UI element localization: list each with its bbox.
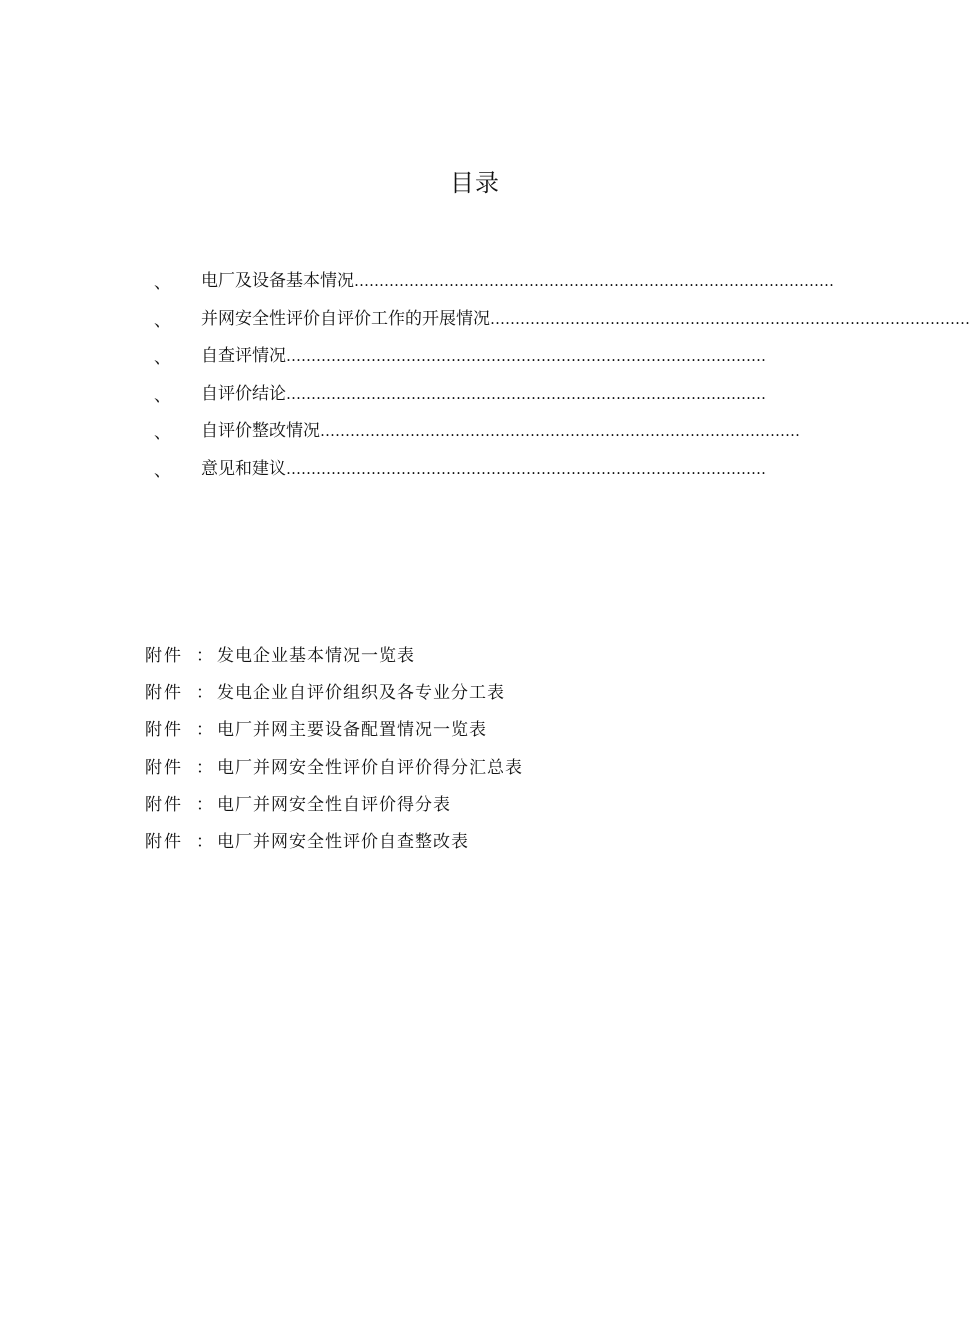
attachment-colon: ： [196, 720, 213, 741]
toc-entry [201, 343, 766, 369]
attachment-item-6 [0, 829, 950, 866]
toc-bullet: 、 [154, 385, 171, 406]
toc-leader: …………………………………………………………………………………… [286, 384, 766, 403]
toc-entry [201, 268, 834, 294]
toc-entry [201, 306, 970, 332]
toc-bullet: 、 [154, 310, 171, 331]
toc-bullet: 、 [154, 460, 171, 481]
toc-item-1[interactable] [0, 268, 950, 306]
attachment-prefix: 附件 [145, 683, 183, 704]
attachment-colon: ： [196, 794, 213, 815]
toc-label: 并网安全性评价自评价工作的开展情况 [201, 308, 490, 329]
toc-leader: …………………………………………………………………………………… [320, 422, 800, 440]
toc-item-5[interactable] [0, 418, 950, 456]
toc-label: 电厂及设备基本情况 [201, 271, 354, 291]
toc-leader: …………………………………………………………………………………… [286, 347, 766, 365]
toc-bullet: 、 [154, 348, 171, 368]
toc-label: 自评价结论 [201, 383, 286, 404]
toc-leader: …………………………………………………………………………………… [354, 272, 834, 290]
attachment-colon: ： [196, 683, 213, 704]
attachment-prefix: 附件 [145, 646, 183, 666]
attachment-label: 发电企业自评价组织及各专业分工表 [217, 683, 505, 704]
attachment-item-4 [0, 755, 950, 792]
attachment-colon: ： [196, 831, 213, 852]
attachment-prefix: 附件 [145, 794, 183, 815]
attachment-item-1 [0, 643, 950, 680]
attachment-label: 电厂并网安全性评价自评价得分汇总表 [217, 757, 523, 778]
attachment-prefix: 附件 [145, 757, 183, 778]
attachment-prefix: 附件 [145, 831, 183, 852]
page-title: 目录 [450, 169, 500, 197]
attachment-label: 电厂并网主要设备配置情况一览表 [217, 720, 487, 741]
attachment-label: 电厂并网安全性自评价得分表 [217, 794, 451, 815]
attachment-item-5 [0, 792, 950, 829]
attachment-item-2 [0, 680, 950, 717]
toc-item-2[interactable] [0, 306, 970, 344]
toc-leader: …………………………………………………………………………………… [286, 459, 766, 478]
toc-entry [201, 456, 766, 482]
attachment-colon: ： [196, 757, 213, 778]
attachment-prefix: 附件 [145, 720, 183, 741]
toc-label: 意见和建议 [201, 458, 286, 479]
toc-entry [201, 381, 766, 407]
toc-item-6[interactable] [0, 456, 950, 494]
table-of-contents [0, 268, 970, 493]
toc-bullet: 、 [154, 273, 171, 293]
attachment-list [0, 643, 950, 866]
toc-label: 自查评情况 [201, 346, 286, 366]
toc-label: 自评价整改情况 [201, 421, 320, 441]
attachment-label: 发电企业基本情况一览表 [217, 646, 415, 666]
attachment-item-3 [0, 717, 950, 754]
attachment-colon: ： [196, 646, 213, 666]
toc-leader: …………………………………………………………………………………… [490, 309, 970, 328]
attachment-label: 电厂并网安全性评价自查整改表 [217, 831, 469, 852]
toc-item-3[interactable] [0, 343, 950, 381]
toc-bullet: 、 [154, 423, 171, 443]
toc-entry [201, 418, 800, 444]
toc-item-4[interactable] [0, 381, 950, 419]
